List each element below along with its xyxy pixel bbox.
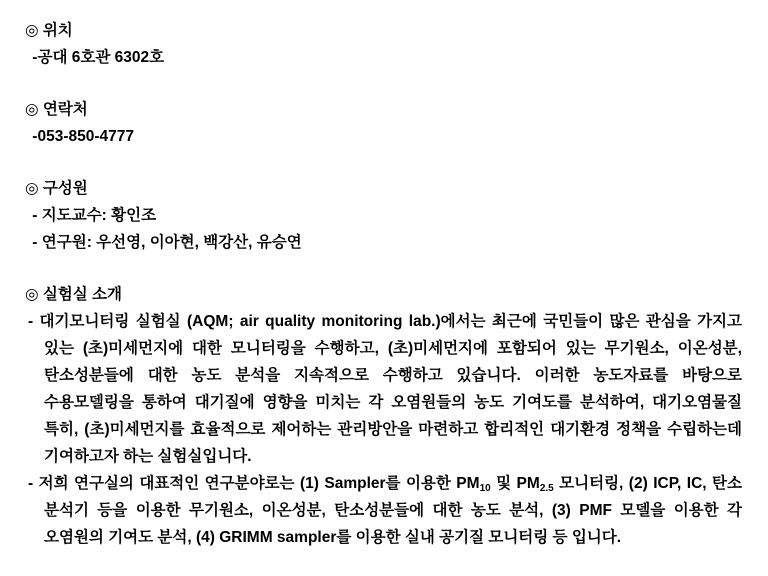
pm10-subscript: 10 [479,483,491,494]
pm25-subscript: 2.5 [539,483,554,494]
lab-intro-paragraph-1: - 대기모니터링 실험실 (AQM; air quality monitoring lab.)에서는 최근에 국민들이 많은 관심을 가지고 있는 (초)미세먼지에 대한 모니터링을 수행하고, (초)미세먼지에 포함되어 있는 무기원소, 이온성분, 탄소성분들에 대한 농도 분석을 지속적으로 수행하고 있습니다. 이러한 농도자료를 바탕으로 수용모델링을 통하여 대기질에 영향을 미치는 각 오염원들의 농도 기여도를 분석하여, 대기오염물질 특히, (초)미세먼지를 효율적으로 제어하는 관리방안을 마련하고 합리적인 대기환경 정책을 수립하는데 기여하고자 하는 실험실입니다. [28,313,742,465]
section-contact [25,96,742,150]
researchers-line: - 연구원: 우선영, 이아현, 백강산, 유승연 [28,234,302,251]
paragraph-2-text-1: - 저희 연구실의 대표적인 연구분야로는 (1) Sampler를 이용한 PM [28,475,480,492]
advisor-line: - 지도교수: 황인조 [28,207,157,224]
paragraph-2-text-2: 및 PM [490,475,540,492]
lab-intro-paragraph-2 [25,470,742,551]
location-heading: ◎ 위치 [25,22,73,39]
contact-heading: ◎ 연락처 [25,101,88,118]
section-location [25,17,742,71]
location-value: -공대 6호관 6302호 [28,49,165,66]
members-heading: ◎ 구성원 [25,180,88,197]
paragraph-2-text-3: 모니터링, (2) ICP, IC, 탄소 분석기 등을 이용한 무기원소, 이온성분, 탄소성분들에 대한 농도 분석, (3) PMF 모델을 이용한 각 오염원의 기여도 분석, (4) GRIMM sampler를 이용한 실내 공기질 모니터링 등 입니다. [44,475,742,546]
lab-intro-heading: ◎ 실험실 소개 [25,286,123,303]
section-lab-intro [25,281,742,551]
section-members [25,175,742,256]
contact-phone: -053-850-4777 [28,128,134,145]
